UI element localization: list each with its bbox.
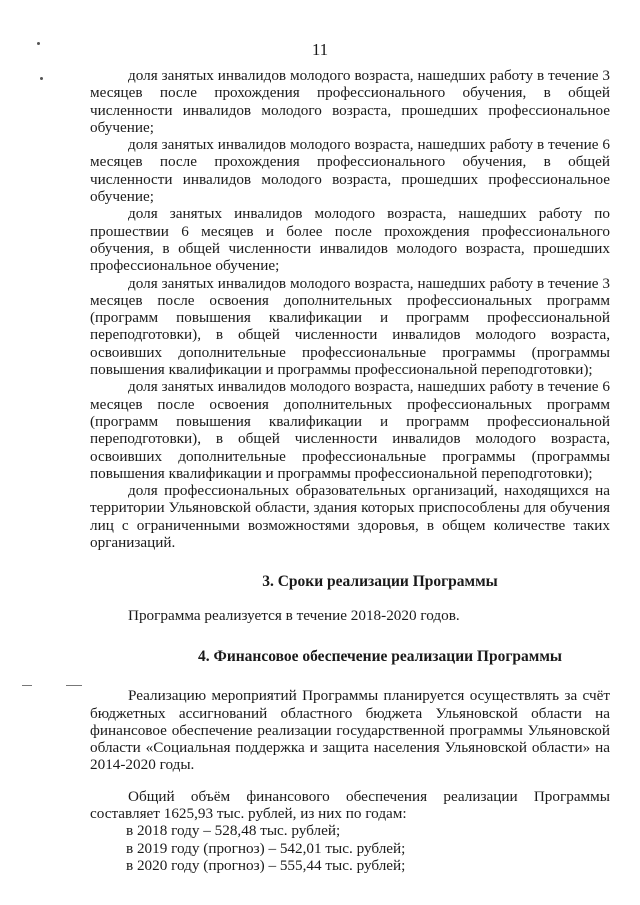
indicator-paragraph: доля занятых инвалидов молодого возраста, нашедших работу в течение 3 месяцев после освоения дополнительных профессиональных программ (программ повышения квалификации и программ профессиональной переподготовки), в общей численности инвалидов молодого возраста, освоивших дополнительные профессиональные программы (программы повышения квалификации и программы профессиональной переподготовки); <box>90 274 610 379</box>
year-amount-line: в 2018 году – 528,48 тыс. рублей; <box>126 822 341 840</box>
scan-dash <box>66 685 82 686</box>
indicator-paragraph: доля профессиональных образовательных организаций, находящихся на территории Ульяновской области, здания которых приспособлены для обучения лиц с ограниченными возможностями здоровья, в общем количестве таких организаций. <box>90 482 610 552</box>
page-number: 11 <box>311 40 329 59</box>
year-amount-line: в 2019 году (прогноз) – 542,01 тыс. рублей; <box>126 839 406 857</box>
document-body <box>90 67 610 874</box>
financing-paragraph: Реализацию мероприятий Программы планируется осуществлять за счёт бюджетных ассигнований областного бюджета Ульяновской области на финансовое обеспечение реализации государственной программы Ульяновской области «Социальная поддержка и защита населения Ульяновской области» на 2014-2020 годы. <box>90 687 610 774</box>
section-4-heading: 4. Финансовое обеспечение реализации Программы <box>198 647 562 665</box>
year-amount-line: в 2020 году (прогноз) – 555,44 тыс. рублей; <box>126 856 406 874</box>
section-3-heading: 3. Сроки реализации Программы <box>262 573 498 591</box>
scan-dot <box>40 77 43 80</box>
section-3-text: Программа реализуется в течение 2018-2020 годов. <box>128 606 460 624</box>
indicator-paragraph: доля занятых инвалидов молодого возраста, нашедших работу в течение 3 месяцев после прохождения профессионального обучения, в общей численности инвалидов молодого возраста, прошедших профессиональное обучение; <box>90 67 610 136</box>
indicator-paragraph: доля занятых инвалидов молодого возраста, нашедших работу в течение 6 месяцев после прохождения профессионального обучения, в общей численности инвалидов молодого возраста, прошедших профессиональное обучение; <box>90 136 610 206</box>
indicator-paragraph: доля занятых инвалидов молодого возраста, нашедших работу по прошествии 6 месяцев и более после прохождения профессионального обучения, в общей численности инвалидов молодого возраста, прошедших профессиональное обучение; <box>90 205 610 275</box>
financing-total-paragraph: Общий объём финансового обеспечения реализации Программы составляет 1625,93 тыс. рублей, из них по годам: <box>90 787 610 822</box>
indicator-paragraph: доля занятых инвалидов молодого возраста, нашедших работу в течение 6 месяцев после освоения дополнительных профессиональных программ (программ повышения квалификации и программ профессиональной переподготовки), в общей численности инвалидов молодого возраста, освоивших дополнительные профессиональные программы (программы повышения квалификации и программы профессиональной переподготовки); <box>90 378 610 482</box>
scan-dash <box>22 685 32 686</box>
